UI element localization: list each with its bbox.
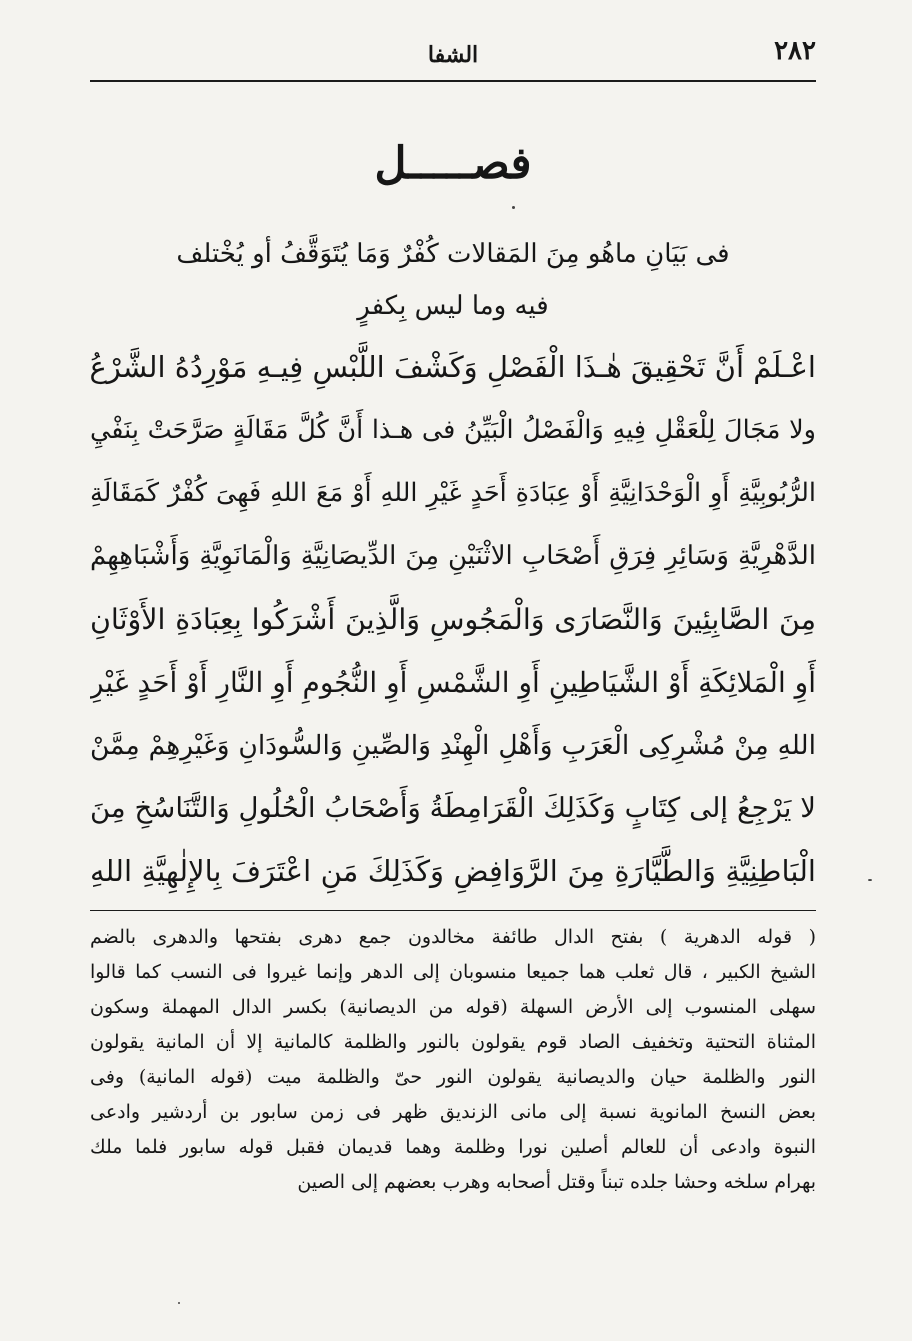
text-line: لا يَرْجِعُ إلى كِتَابٍ وَكَذَلِكَ الْقَرَامِطَةُ وَأَصْحَابُ الْحُلُولِ وَالتَّنَاسُخِ مِنَ [90,792,816,824]
section-subtitle [90,228,816,332]
text-line: الدَّهْرِيَّةِ وَسَائِرِ فِرَقِ أَصْحَابِ الاثْنَيْنِ مِنَ الدِّيصَانِيَّةِ وَالْمَانَوِيَّةِ وَأَشْبَاهِهِمْ [90,541,816,571]
print-speck [512,206,515,209]
footnote-rule [90,910,816,911]
print-speck [868,879,872,881]
text-line: الْبَاطِنِيَّةِ وَالطَّيَّارَةِ مِنَ الرَّوَافِضِ وَكَذَلِكَ مَنِ اعْتَرَفَ بِالإِلٰهِيَّةِ اللهِ [90,854,816,888]
text-line: أَوِ الْمَلائِكَةِ أَوْ الشَّيَاطِينِ أَوِ الشَّمْسِ أَوِ النُّجُومِ أَوِ النَّارِ أَوْ أَحَدٍ غَيْرِ [90,666,816,699]
running-title: الشفا [427,42,479,68]
subtitle-line: فى بَيَانِ ماهُو مِنَ المَقالات كُفْرٌ وَمَا يُتَوَقَّفُ أو يُخْتلف [176,239,730,269]
text-line: ولا مَجَالَ لِلْعَقْلِ فِيهِ وَالْفَصْلُ الْبَيِّنُ فى هـذا أَنَّ كُلَّ مَقَالَةٍ صَرَّحَتْ بِنَفْيِ [90,415,816,445]
footnote-line: الشيخ الكبير ، قال ثعلب هما جميعا منسوبان إلى الدهر وإنما غيروا فى النسب كما قالوا [90,961,816,983]
footnote-line: سهلى المنسوب إلى الأرض السهلة (قوله من الديصانية) بكسر الدال المهملة وسكون [90,996,816,1018]
section-title: فصـــــل [374,138,532,189]
header-rule [90,80,816,82]
main-text [90,336,816,903]
footnote-line: بهرام سلخه وحشا جلده تبناً وقتل أصحابه وهرب بعضهم إلى الصين [297,1171,816,1193]
footnotes [90,920,816,1200]
subtitle-line: فيه وما ليس بِكفرٍ [357,291,549,321]
text-line: اللهِ مِنْ مُشْرِكِى الْعَرَبِ وَأَهْلِ الْهِنْدِ وَالصِّينِ وَالسُّودَانِ وَغَيْرِهِمْ مِمَّنْ [90,730,816,761]
page-header [90,34,816,74]
footnote-line: النبوة وادعى أن للعالم أصلين نورا وظلمة وهما قديمان فقبل قوله سابور فلما ملك [90,1136,816,1158]
footnote-line: ( قوله الدهرية ) بفتح الدال طائفة مخالدون جمع دهرى بفتحها والدهرى بالضم [90,926,816,948]
footnote-line: النور والظلمة حيان والديصانية يقولون النور حىّ والظلمة ميت (قوله المانية) وفى [90,1066,816,1088]
print-speck [178,1302,180,1304]
page-number: ٢٨٢ [774,36,816,66]
text-line: اعْـلَمْ أَنَّ تَحْقِيقَ هٰـذَا الْفَصْلِ وَكَشْفَ اللَّبْسِ فِيـهِ مَوْرِدُهُ الشَّرْعُ [90,350,816,384]
footnote-line: المثناة التحتية وتخفيف الصاد قوم يقولون بالنور والظلمة كالمانية إلا أن المانية يقولون [90,1031,816,1053]
text-line: الرُّبُوبِيَّةِ أَوِ الْوَحْدَانِيَّةِ أَوْ عِبَادَةِ أَحَدٍ غَيْرِ اللهِ أَوْ مَعَ اللهِ فَهِىَ كُفْرٌ كَمَقَالَةِ [90,478,816,508]
footnote-line: بعض النسخ المانوية نسبة إلى مانى الزنديق ظهر فى زمن سابور بن أردشير وادعى [90,1101,816,1123]
text-line: مِنَ الصَّابِئِينَ وَالنَّصَارَى وَالْمَجُوسِ وَالَّذِينَ أَشْرَكُوا بِعِبَادَةِ الأَوْثَانِ [90,603,816,636]
